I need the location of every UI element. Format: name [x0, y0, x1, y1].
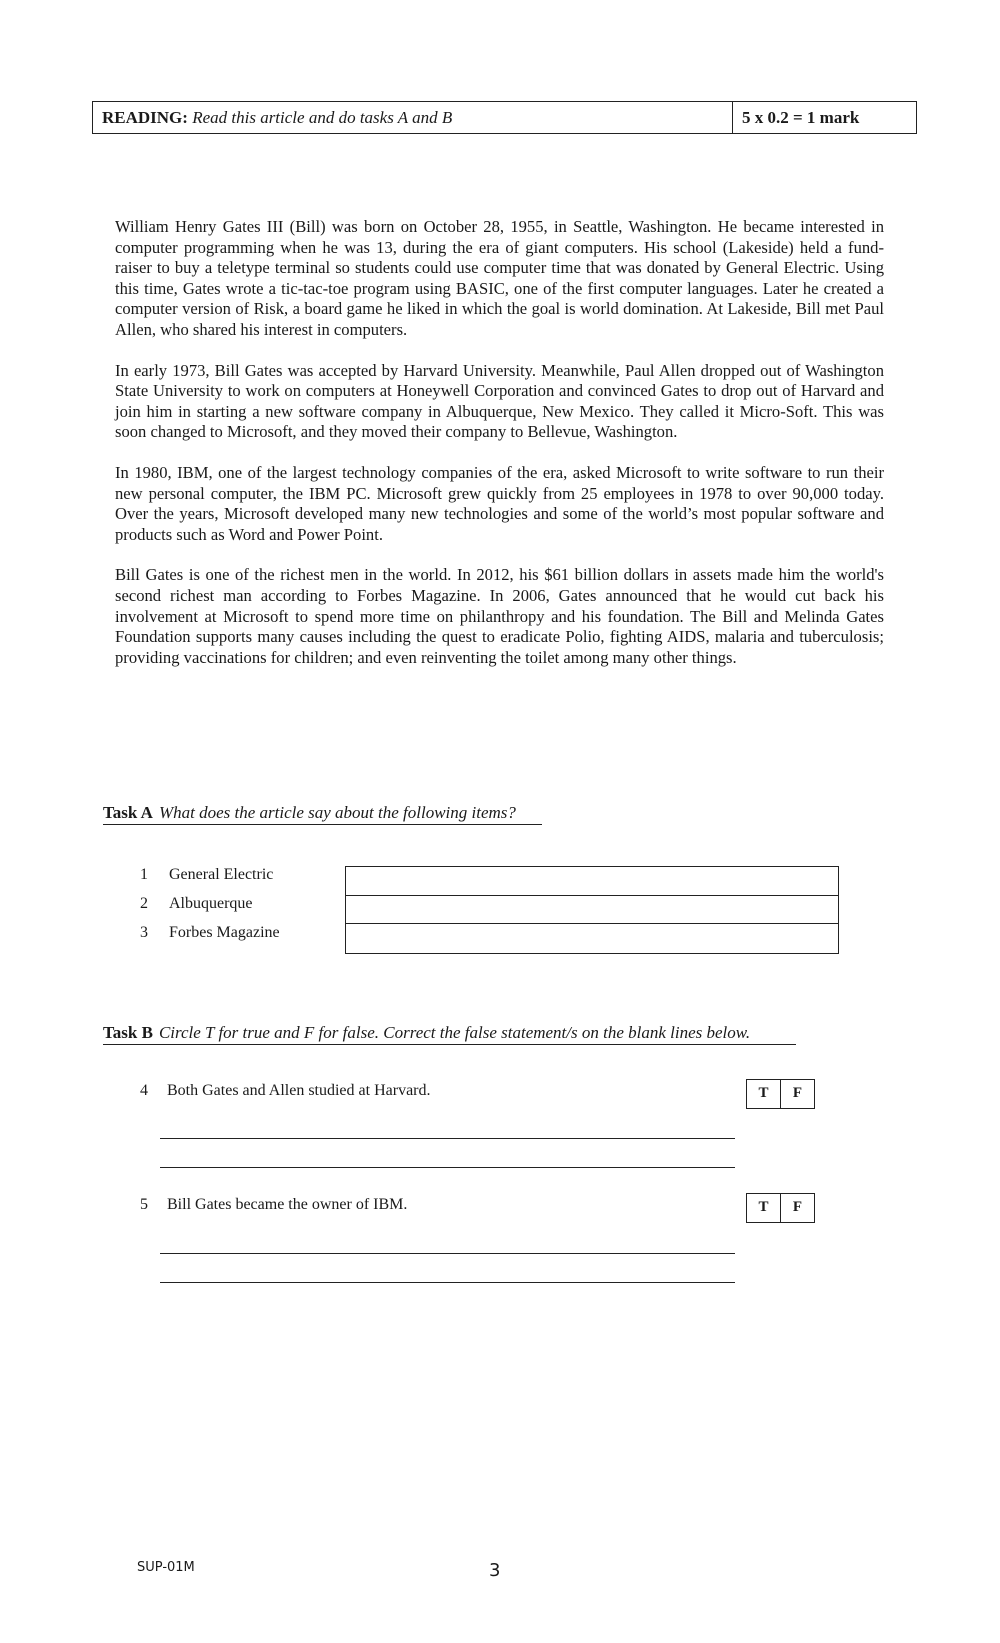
- true-option[interactable]: T: [747, 1194, 781, 1222]
- article-paragraph: In early 1973, Bill Gates was accepted by Harvard University. Meanwhile, Paul Allen dropped out of Washington State University to work on computers at Honeywell Corporation and convinced Gates to drop out of Harvard and join him in starting a new software company in Albuquerque, New Mexico. They called it Micro-Soft. This was soon changed to Microsoft, and they moved their company to Bellevue, Washington.: [115, 360, 884, 442]
- statement-text: Both Gates and Allen studied at Harvard.: [167, 1082, 431, 1099]
- task-a-instruction: What does the article say about the following items?: [158, 803, 516, 822]
- list-item: [140, 860, 280, 889]
- item-number: 5: [140, 1196, 148, 1213]
- section-label: READING:: [102, 108, 188, 127]
- task-a-answer-table: [345, 866, 839, 954]
- article-paragraph: William Henry Gates III (Bill) was born on October 28, 1955, in Seattle, Washington. He became interested in computer programming when he was 13, during the era of giant computers. His school (Lakeside) held a fund-raiser to buy a teletype terminal so students could use computer time that was donated by General Electric. Using this time, Gates wrote a tic-tac-toe program using BASIC, one of the first computer languages. Later he created a computer version of Risk, a board game he liked in which the goal is world domination. At Lakeside, Bill met Paul Allen, who shared his interest in computers.: [115, 217, 884, 339]
- statement-4: [140, 1082, 431, 1100]
- article: [115, 217, 884, 688]
- true-false-box-5: [746, 1193, 815, 1223]
- item-text: Forbes Magazine: [169, 923, 280, 941]
- answer-box-1[interactable]: [346, 867, 838, 896]
- answer-line[interactable]: [160, 1167, 735, 1168]
- task-a-items: [140, 860, 280, 947]
- answer-line[interactable]: [160, 1138, 735, 1139]
- page-number: 3: [489, 1560, 501, 1581]
- true-false-box-4: [746, 1079, 815, 1109]
- header-instruction-cell: [93, 102, 733, 133]
- article-paragraph: Bill Gates is one of the richest men in the world. In 2012, his $61 billion dollars in assets made him the world's second richest man according to Forbes Magazine. In 2006, Gates announced that he would cut back his involvement at Microsoft to spend more time on philanthropy and his foundation. The Bill and Melinda Gates Foundation supports many causes including the quest to eradicate Polio, fighting AIDS, malaria and tuberculosis; providing vaccinations for children; and even reinventing the toilet among many other things.: [115, 565, 884, 667]
- list-item: [140, 889, 280, 918]
- task-b-title: [103, 1023, 796, 1045]
- task-b-instruction: Circle T for true and F for false. Correct the false statement/s on the blank lines below.: [158, 1023, 751, 1042]
- true-option[interactable]: T: [747, 1080, 781, 1108]
- task-a-label: Task A: [103, 803, 153, 822]
- document-code: SUP-01M: [137, 1560, 195, 1575]
- task-b-label: Task B: [103, 1023, 153, 1042]
- item-number: 3: [140, 923, 148, 941]
- statement-text: Bill Gates became the owner of IBM.: [167, 1196, 408, 1213]
- false-option[interactable]: F: [792, 1199, 803, 1215]
- answer-box-3[interactable]: [346, 924, 838, 953]
- item-number: 1: [140, 865, 148, 883]
- answer-box-2[interactable]: [346, 896, 838, 925]
- list-item: [140, 918, 280, 947]
- section-header: [92, 101, 917, 134]
- item-number: 4: [140, 1082, 148, 1099]
- article-paragraph: In 1980, IBM, one of the largest technology companies of the era, asked Microsoft to write software to run their new personal computer, the IBM PC. Microsoft grew quickly from 25 employees in 1978 to over 90,000 today. Over the years, Microsoft developed many new technologies and some of the world’s most popular software and products such as Word and Power Point.: [115, 462, 884, 544]
- answer-line[interactable]: [160, 1282, 735, 1283]
- answer-line[interactable]: [160, 1253, 735, 1254]
- marks-cell: 5 x 0.2 = 1 mark: [742, 108, 860, 127]
- item-text: General Electric: [169, 865, 274, 883]
- item-text: Albuquerque: [169, 894, 253, 912]
- statement-5: [140, 1196, 407, 1214]
- task-a-title: [103, 803, 542, 825]
- section-instruction: Read this article and do tasks A and B: [192, 108, 453, 127]
- false-option[interactable]: F: [792, 1085, 803, 1101]
- item-number: 2: [140, 894, 148, 912]
